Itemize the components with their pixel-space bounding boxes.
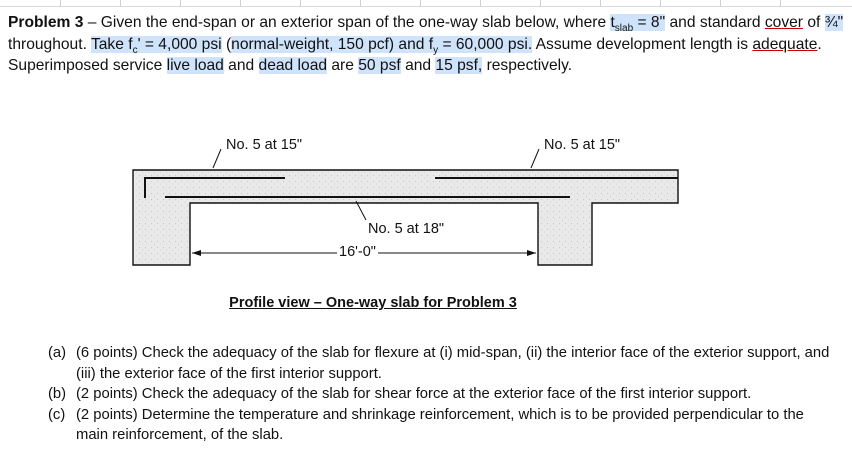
figure-caption: Profile view – One-way slab for Problem 3 xyxy=(229,295,517,311)
fc-value: ' = 4,000 psi xyxy=(137,35,222,53)
t-sub: slab xyxy=(614,23,634,35)
question-label: (b) xyxy=(48,386,67,402)
text: and xyxy=(400,57,436,74)
dead-load-highlight: dead load xyxy=(258,57,328,74)
t-letter: t xyxy=(610,14,615,31)
leader-top-left xyxy=(213,149,221,168)
question-text: (2 points) Determine the temperature and shrinkage reinforcement, which is to be provided perpendicular to the main reinforcement, of the slab. xyxy=(76,406,804,443)
leader-top-right xyxy=(531,149,539,168)
text: Assume development length is xyxy=(532,35,753,53)
question-a xyxy=(48,343,838,384)
questions-list xyxy=(48,343,838,446)
live-load-highlight: live load xyxy=(166,57,224,74)
question-c xyxy=(48,405,838,446)
text: throughout. xyxy=(8,35,91,53)
problem-label: Problem 3 xyxy=(8,14,84,31)
question-text: (2 points) Check the adequacy of the slab for shear force at the exterior face of the first interior support. xyxy=(76,386,752,402)
text: respectively. xyxy=(482,57,573,74)
leader-bottom xyxy=(356,201,366,220)
text: . Superimposed service xyxy=(8,35,822,74)
dim-arrow-left xyxy=(192,250,201,256)
dim-arrow-right xyxy=(527,250,536,256)
take-fc: Take f xyxy=(90,35,133,53)
slab-concrete xyxy=(133,170,678,265)
label-bottom: No. 5 at 18" xyxy=(368,221,445,237)
question-label: (c) xyxy=(48,406,66,423)
question-label: (a) xyxy=(48,345,67,361)
fy-value: = 60,000 psi. xyxy=(438,35,533,53)
dash: – xyxy=(83,14,101,31)
psf15-highlight: 15 psf, xyxy=(435,57,483,74)
t-eq: = 8" xyxy=(633,14,666,31)
fc-sub: c xyxy=(132,44,138,56)
label-top-left: No. 5 at 15" xyxy=(226,137,303,153)
psf50-highlight: 50 psf xyxy=(358,57,401,74)
text: ( xyxy=(221,35,232,53)
fy-sub: y xyxy=(433,44,439,56)
span-label: 16'-0" xyxy=(339,244,376,260)
nw-text: normal-weight, 150 pcf) and f xyxy=(231,35,434,53)
label-top-right: No. 5 at 15" xyxy=(544,137,621,153)
text: and xyxy=(223,57,259,74)
question-b xyxy=(48,384,838,405)
text: of xyxy=(802,14,825,31)
text: are xyxy=(327,57,359,74)
fraction-highlight: ¾" xyxy=(824,14,844,31)
question-text: (6 points) Check the adequacy of the slab for flexure at (i) mid-span, (ii) the interior face of the exterior support, and (iii) the exterior face of the first interior support. xyxy=(76,345,830,382)
text: and standard xyxy=(665,14,765,31)
adequate-word: adequate xyxy=(752,35,818,53)
cover-word: cover xyxy=(764,14,803,31)
text: Given the end-span or an exterior span of the one-way slab below, where xyxy=(100,14,611,31)
